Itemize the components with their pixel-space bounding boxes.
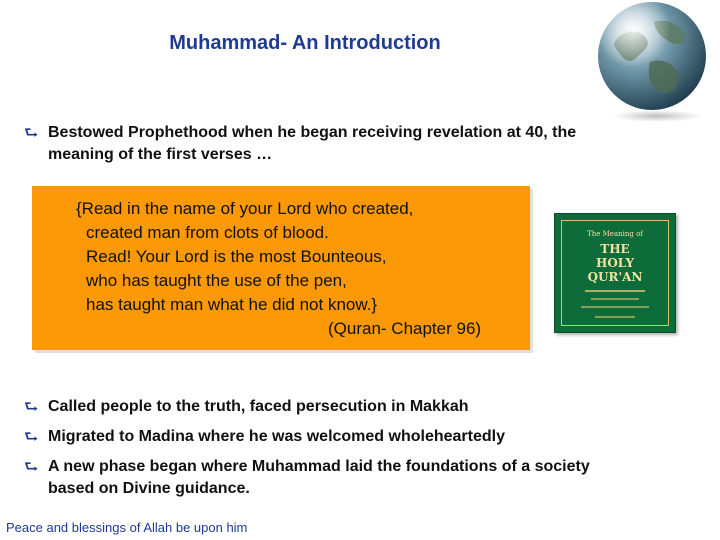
book-text-lines-decoration	[577, 288, 653, 322]
book-title-line: THE	[600, 242, 630, 256]
bullet-persecution	[24, 396, 674, 418]
globe-shadow	[612, 110, 702, 122]
quote-line: who has taught the use of the pen,	[86, 271, 347, 290]
bullet-line: Bestowed Prophethood when he began receiving revelation at 40, the	[48, 124, 577, 141]
slide-title: Muhammad- An Introduction	[169, 32, 441, 54]
quote-line: Read! Your Lord is the most Bounteous,	[86, 247, 387, 266]
bullet-new-phase	[24, 456, 674, 500]
bullet-madina	[24, 426, 674, 448]
bullet-line: Migrated to Madina where he was welcomed wholeheartedly	[48, 428, 505, 445]
bullet-prophethood	[24, 122, 674, 166]
quote-box	[32, 186, 530, 350]
book-title-line: HOLY	[595, 256, 635, 270]
book-title-line: QUR'AN	[587, 270, 643, 284]
holy-quran-book-image	[554, 213, 676, 333]
quote-line: has taught man what he did not know.}	[86, 295, 378, 314]
curved-arrow-icon: ⮑	[24, 123, 39, 142]
quote-citation: (Quran- Chapter 96)	[328, 319, 482, 338]
footer-text: Peace and blessings of Allah be upon him	[6, 520, 248, 535]
curved-arrow-icon: ⮑	[24, 427, 39, 446]
quote-line: created man from clots of blood.	[86, 223, 329, 242]
curved-arrow-icon: ⮑	[24, 397, 39, 416]
bullet-line: Called people to the truth, faced persecution in Makkah	[48, 398, 469, 415]
globe-icon	[596, 0, 708, 112]
quote-line: {Read in the name of your Lord who created,	[76, 199, 414, 218]
curved-arrow-icon: ⮑	[24, 457, 39, 476]
bullet-line: based on Divine guidance.	[48, 480, 250, 497]
bullet-line: A new phase began where Muhammad laid the foundations of a society	[48, 458, 590, 475]
book-subtitle: The Meaning of	[587, 230, 643, 238]
bullet-line: meaning of the first verses …	[48, 146, 273, 163]
